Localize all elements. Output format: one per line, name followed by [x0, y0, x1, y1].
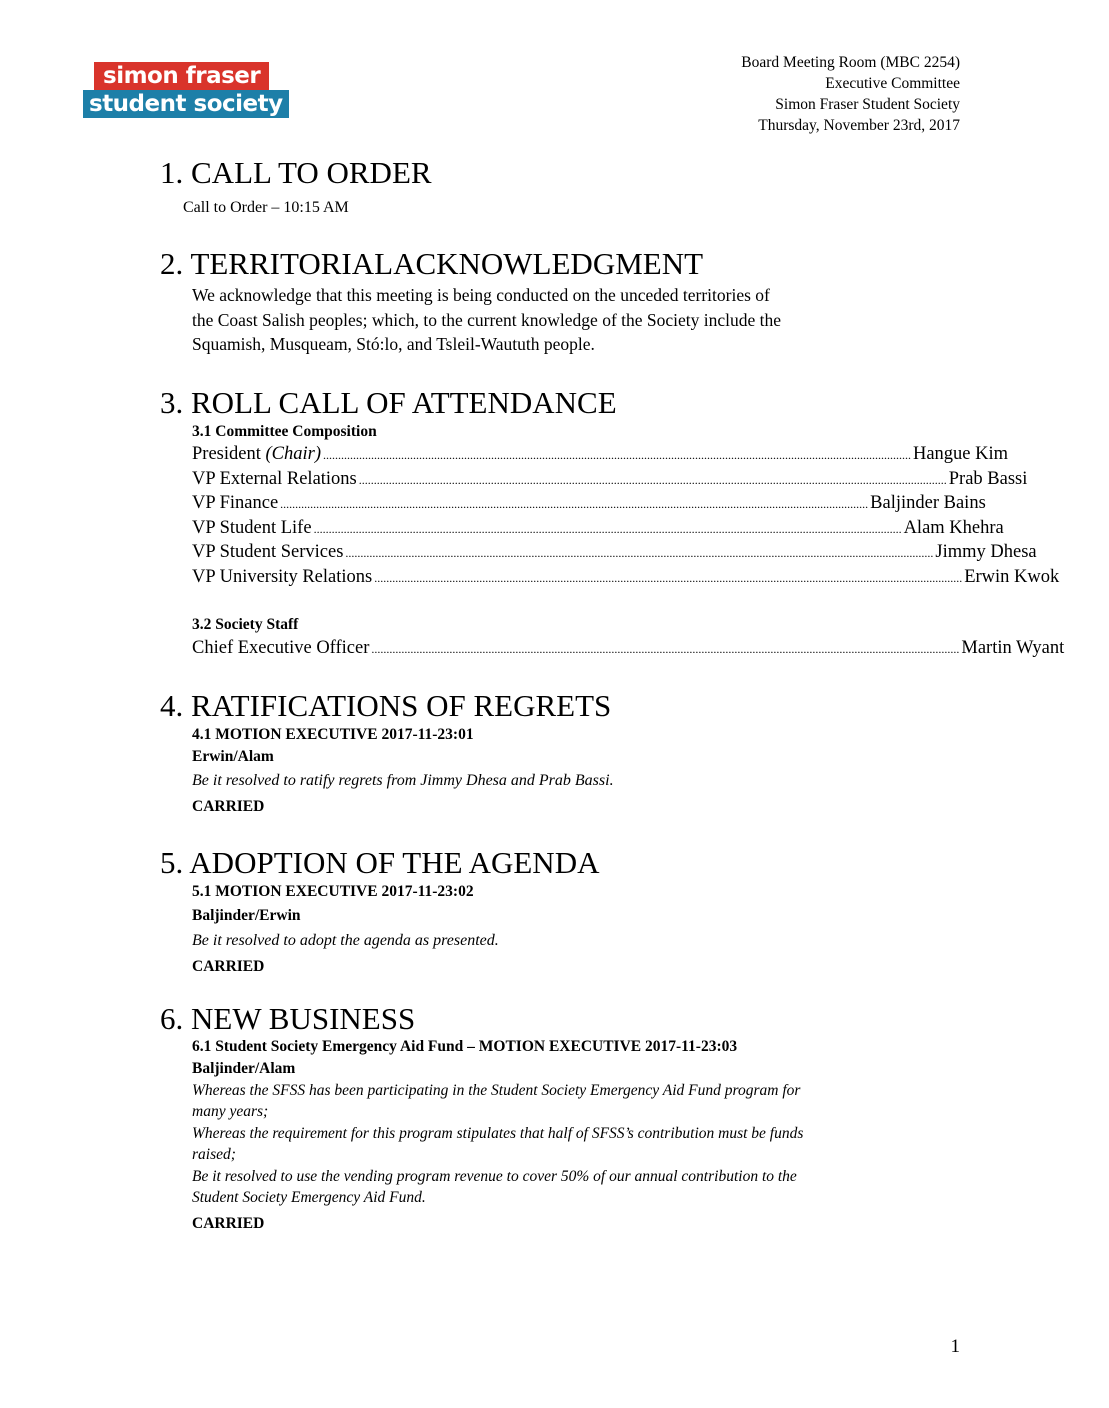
attendance-row [192, 442, 1009, 468]
section-5-title: 5. ADOPTION OF THE AGENDA [160, 845, 600, 880]
dot-leader: .................................................................................................................................................................................................... [313, 522, 902, 536]
motion-4-1-result: CARRIED [192, 798, 265, 815]
member-name: Jimmy Dhesa [935, 542, 1037, 562]
motion-5-1-heading: 5.1 MOTION EXECUTIVE 2017-11-23:02 [192, 883, 474, 900]
section-1-title: 1. CALL TO ORDER [160, 155, 432, 190]
motion-6-1-result: CARRIED [192, 1215, 265, 1232]
section-4-title: 4. RATIFICATIONS OF REGRETS [160, 688, 612, 723]
dot-leader: .................................................................................................................................................................................................... [345, 546, 934, 560]
member-role: President (Chair) [192, 444, 321, 464]
motion-6-1-line-2: many years; [192, 1103, 269, 1120]
attendance-row [192, 491, 986, 517]
member-name: Hangue Kim [912, 444, 1009, 464]
motion-5-1-text: Be it resolved to adopt the agenda as presented. [192, 932, 499, 949]
acknowledgment-line-3: Squamish, Musqueam, Stó:lo, and Tsleil-Waututh people. [192, 334, 595, 354]
page-number: 1 [950, 1336, 960, 1357]
member-role: VP Student Services [192, 542, 344, 562]
motion-5-1-result: CARRIED [192, 958, 265, 975]
member-name: Prab Bassi [948, 469, 1028, 489]
logo-line-2: student society [83, 90, 289, 118]
dot-leader: .................................................................................................................................................................................................... [322, 448, 911, 462]
acknowledgment-line-1: We acknowledge that this meeting is being conducted on the unceded territories of [192, 285, 770, 305]
society-name: Simon Fraser Student Society [775, 96, 960, 113]
acknowledgment-line-2: the Coast Salish peoples; which, to the current knowledge of the Society include the [192, 310, 782, 330]
chair-note: (Chair) [265, 444, 321, 464]
section-2-title: 2. TERRITORIALACKNOWLEDGMENT [160, 246, 704, 281]
member-role: VP Student Life [192, 518, 312, 538]
member-role: VP External Relations [192, 469, 357, 489]
motion-5-1-movers: Baljinder/Erwin [192, 907, 301, 924]
logo-line-1: simon fraser [94, 62, 269, 90]
motion-6-1-line-4: raised; [192, 1146, 236, 1163]
motion-4-1-text: Be it resolved to ratify regrets from Jimmy Dhesa and Prab Bassi. [192, 772, 614, 789]
motion-6-1-line-6: Student Society Emergency Aid Fund. [192, 1189, 426, 1206]
attendance-row [192, 565, 1060, 591]
member-name: Alam Khehra [903, 518, 1004, 538]
member-name: Erwin Kwok [964, 567, 1060, 587]
motion-6-1-line-3: Whereas the requirement for this program stipulates that half of SFSS’s contribution must be funds [192, 1125, 804, 1142]
sfss-logo [83, 62, 289, 118]
motion-4-1-movers: Erwin/Alam [192, 748, 274, 765]
committee-name: Executive Committee [825, 75, 960, 92]
meeting-date: Thursday, November 23rd, 2017 [758, 117, 960, 134]
staff-row [192, 636, 1065, 662]
motion-6-1-movers: Baljinder/Alam [192, 1060, 296, 1077]
meeting-room: Board Meeting Room (MBC 2254) [741, 54, 960, 71]
attendance-row [192, 516, 1004, 542]
staff-role: Chief Executive Officer [192, 638, 370, 658]
dot-leader: .................................................................................................................................................................................................... [358, 473, 947, 487]
motion-6-1-heading: 6.1 Student Society Emergency Aid Fund – MOTION EXECUTIVE 2017-11-23:03 [192, 1038, 738, 1055]
document-header [741, 52, 960, 136]
committee-composition-heading: 3.1 Committee Composition [192, 423, 377, 440]
motion-6-1-line-5: Be it resolved to use the vending program revenue to cover 50% of our annual contribution to the [192, 1168, 797, 1185]
member-role: VP University Relations [192, 567, 373, 587]
section-6-title: 6. NEW BUSINESS [160, 1001, 416, 1036]
staff-name: Martin Wyant [961, 638, 1065, 658]
member-name: Baljinder Bains [870, 493, 986, 513]
attendance-row [192, 467, 1028, 493]
dot-leader: .................................................................................................................................................................................................... [280, 497, 869, 511]
motion-6-1-line-1: Whereas the SFSS has been participating in the Student Society Emergency Aid Fund program for [192, 1082, 801, 1099]
dot-leader: .................................................................................................................................................................................................... [371, 642, 960, 656]
motion-4-1-heading: 4.1 MOTION EXECUTIVE 2017-11-23:01 [192, 726, 474, 743]
attendance-row [192, 540, 1037, 566]
society-staff-heading: 3.2 Society Staff [192, 616, 299, 633]
call-to-order-text: Call to Order – 10:15 AM [183, 199, 349, 216]
dot-leader: .................................................................................................................................................................................................... [374, 571, 963, 585]
section-3-title: 3. ROLL CALL OF ATTENDANCE [160, 385, 617, 420]
member-role: VP Finance [192, 493, 279, 513]
